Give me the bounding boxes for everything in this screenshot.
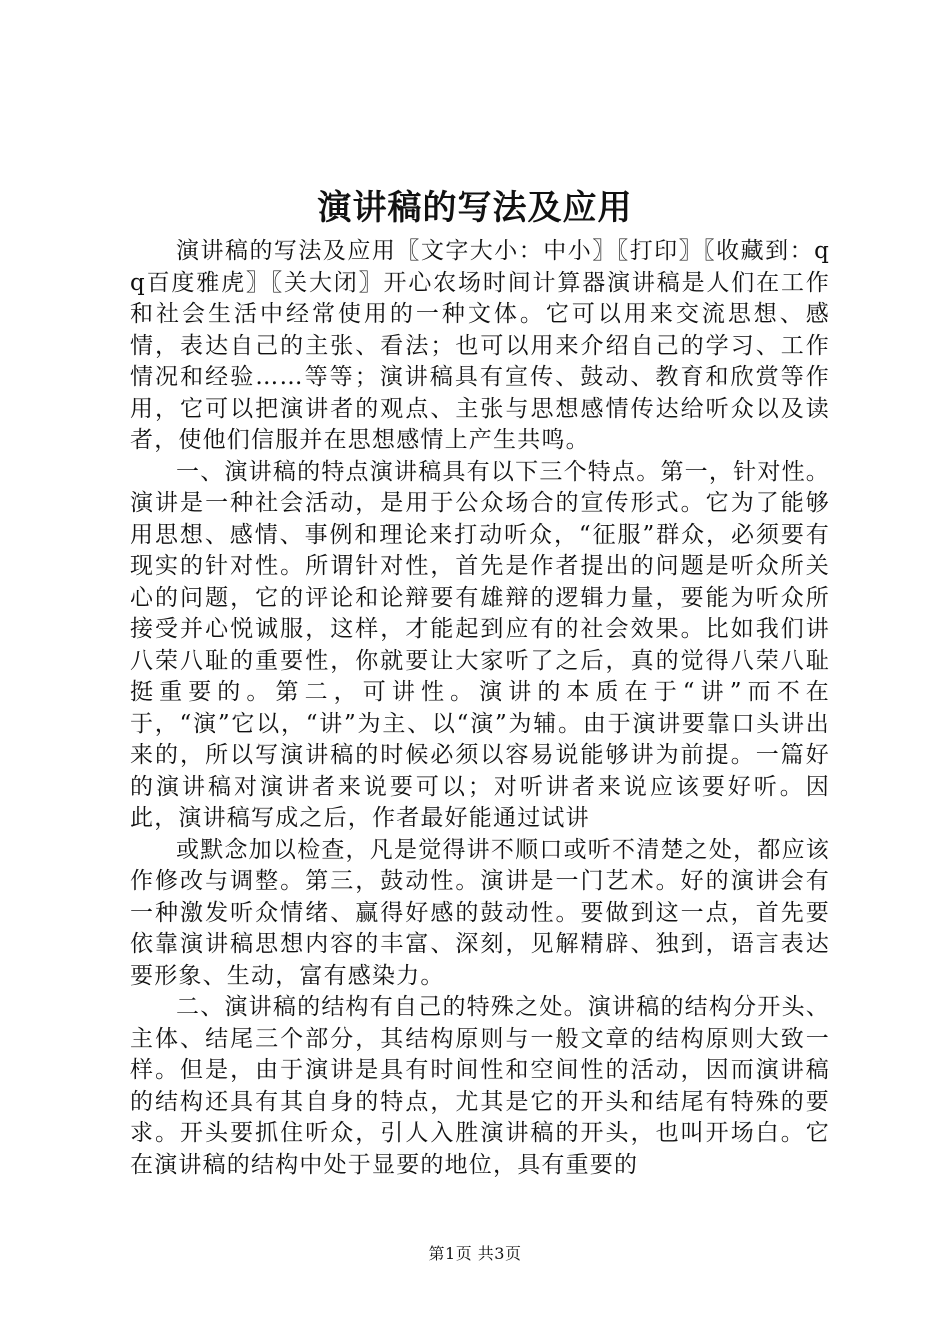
document-body [130,236,830,1181]
paragraph-features: 一、演讲稿的特点演讲稿具有以下三个特点。第一，针对性。演讲是一种社会活动，是用于公众场合的宣传形式。它为了能够用思想、感情、事例和理论来打动听众，“征服”群众，必须要有现实的针对性。所谓针对性，首先是作者提出的问题是听众所关心的问题，它的评论和论辩要有雄辩的逻辑力量，要能为听众所接受并心悦诚服，这样，才能起到应有的社会效果。比如我们讲八荣八耻的重要性，你就要让大家听了之后，真的觉得八荣八耻挺重要的。第二，可讲性。演讲的本质在于“讲”而不在于，“演”它以，“讲”为主、以“演”为辅。由于演讲要靠口头讲出来的，所以写演讲稿的时候必须以容易说能够讲为前提。一篇好的演讲稿对演讲者来说要可以；对听讲者来说应该要好听。因此，演讲稿写成之后，作者最好能通过试讲 [130,458,830,831]
paragraph-structure: 二、演讲稿的结构有自己的特殊之处。演讲稿的结构分开头、主体、结尾三个部分，其结构原则与一般文章的结构原则大致一样。但是，由于演讲是具有时间性和空间性的活动，因而演讲稿的结构还具有其自身的特点，尤其是它的开头和结尾有特殊的要求。开头要抓住听众，引人入胜演讲稿的开头，也叫开场白。它在演讲稿的结构中处于显要的地位，具有重要的 [130,994,830,1178]
paragraph-intro: 演讲稿的写法及应用〖文字大小：中小〗〖打印〗〖收藏到：qq百度雅虎〗〖关大闭〗开心农场时间计算器演讲稿是人们在工作和社会生活中经常使用的一种文体。它可以用来交流思想、感情，表达自己的主张、看法；也可以用来介绍自己的学习、工作情况和经验……等等；演讲稿具有宣传、鼓动、教育和欣赏等作用，它可以把演讲者的观点、主张与思想感情传达给听众以及读者，使他们信服并在思想感情上产生共鸣。 [130,238,830,453]
paragraph-review: 或默念加以检查，凡是觉得讲不顺口或听不清楚之处，都应该作修改与调整。第三，鼓动性。演讲是一门艺术。好的演讲会有一种激发听众情绪、赢得好感的鼓动性。要做到这一点，首先要依靠演讲稿思想内容的丰富、深刻，见解精辟、独到，语言表达要形象、生动，富有感染力。 [130,836,830,989]
document-title: 演讲稿的写法及应用 [317,188,633,228]
page-number-footer: 第1页 共3页 [428,1244,522,1263]
